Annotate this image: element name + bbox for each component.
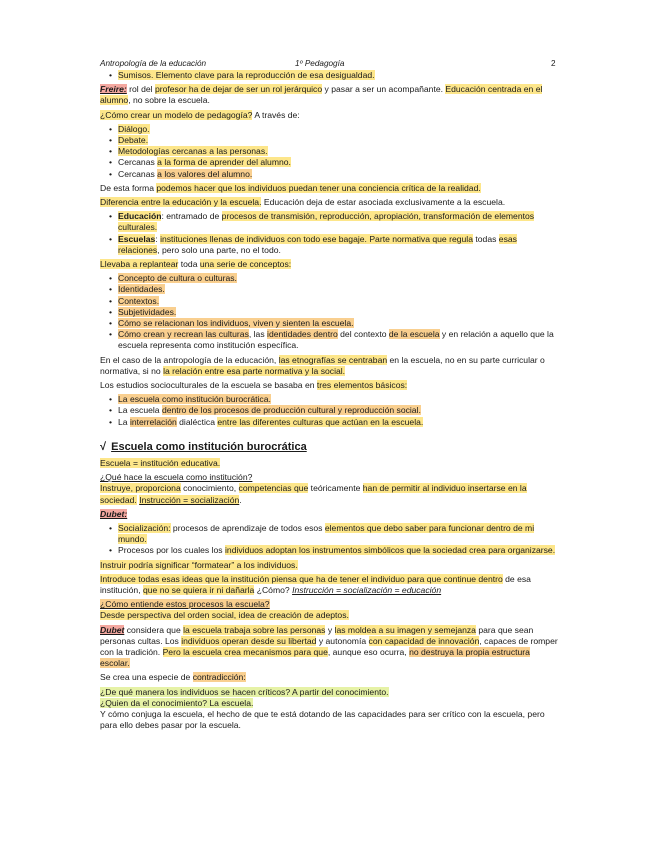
bullet-list-elements <box>100 394 558 428</box>
list-item: • Cercanas a la forma de aprender del alumno. <box>118 157 558 168</box>
question: ¿Cómo entiende estos procesos la escuela? <box>100 599 270 610</box>
section-heading: √ Escuela como institución burocrática <box>100 440 307 453</box>
list-item: • La escuela dentro de los procesos de producción cultural y reproducción social. <box>118 405 558 416</box>
bullet-list-intro <box>100 70 558 81</box>
paragraph: De esta forma podemos hacer que los individuos puedan tener una conciencia crítica de la realidad. <box>100 182 481 193</box>
list-item: • Educación: entramado de procesos de transmisión, reproducción, apropiación, transformación de elementos culturales. <box>118 211 558 233</box>
list-item: • Sumisos. Elemento clave para la reproducción de esa desigualdad. <box>118 70 558 81</box>
list-item: • La interrelación dialéctica entre las diferentes culturas que actúan en la escuela. <box>118 417 558 428</box>
list-item: • Cómo se relacionan los individuos, viven y sienten la escuela. <box>118 318 558 329</box>
author-dubet: Dubet <box>100 624 125 635</box>
list-item: • Identidades. <box>118 284 558 295</box>
header-subject: Antropología de la educación <box>100 59 207 68</box>
author-freire: Freire: <box>100 84 127 95</box>
question: ¿Quien da el conocimiento? La escuela. <box>100 697 254 708</box>
paragraph: Instruir podría significar “formatear” a los individuos. <box>100 559 298 570</box>
paragraph: Introduce todas esas ideas que la institución piensa que ha de tener el individuo para que continue dentro de esa institución, que no se quiera ir ni dañarla ¿Cómo? Instrucción = socialización = educación <box>100 573 531 595</box>
paragraph: Los estudios socioculturales de la escuela se basaba en tres elementos básicos: <box>100 380 408 391</box>
bullet-list-socialization <box>100 523 558 557</box>
list-item: • La escuela como institución burocrática. <box>118 394 558 405</box>
list-item: • Cómo crean y recrean las culturas, las identidades dentro del contexto de la escuela y en relación a aquello que la escuela representa como institución específica. <box>118 329 558 351</box>
paragraph: Se crea una especie de contradicción: <box>100 672 246 683</box>
paragraph: Llevaba a replantear toda una serie de conceptos: <box>100 259 292 270</box>
paragraph-dubet: Dubet considera que la escuela trabaja sobre las personas y las moldea a su imagen y semejanza para que sean personas cultas. Los individuos operan desde su libertad y autonomía con capacidad de innovación, capaces de romper con la tradición. Pero la escuela crea mecanismos para que, aunque eso ocurra, no destruya la propia estructura escolar. <box>100 624 558 669</box>
list-item: • Subjetividades. <box>118 307 558 318</box>
paragraph: Escuela = institución educativa. <box>100 457 221 468</box>
check-icon: √ <box>100 440 107 453</box>
question: ¿De qué manera los individuos se hacen críticos? A partir del conocimiento. <box>100 686 389 697</box>
paragraph: Diferencia entre la educación y la escuela. Educación deja de estar asociada exclusivamente a la escuela. <box>100 197 506 208</box>
list-item: • Metodologías cercanas a las personas. <box>118 146 558 157</box>
list-item: • Procesos por los cuales los individuos adoptan los instrumentos simbólicos que la sociedad crea para organizarse. <box>118 545 558 556</box>
page-header <box>100 58 558 70</box>
paragraph: Instruye, proporciona conocimiento, competencias que teóricamente han de permitir al individuo insertarse en la sociedad. Instrucción = socialización. <box>100 483 527 505</box>
paragraph: Desde perspectiva del orden social, idea de creación de adeptos. <box>100 610 349 621</box>
bullet-list-concepts <box>100 273 558 351</box>
question: ¿Qué hace la escuela como institución? <box>100 472 253 483</box>
list-item: • Debate. <box>118 135 558 146</box>
paragraph-question: ¿Cómo crear un modelo de pedagogía? A través de: <box>100 109 300 120</box>
list-item: • Socialización: procesos de aprendizaje de todos esos elementos que debo saber para funcionar dentro de mi mundo. <box>118 523 558 545</box>
author-dubet: Dubet: <box>100 508 128 519</box>
document-page <box>100 58 558 734</box>
list-item: • Escuelas: instituciones llenas de individuos con todo ese bagaje. Parte normativa que regula todas esas relaciones, pero solo una parte, no el todo. <box>118 234 558 256</box>
header-course: 1º Pedagogía <box>295 59 345 68</box>
paragraph: Y cómo conjuga la escuela, el hecho de que te está dotando de las capacidades para ser crítico con la escuela, pero para ello debes pasar por la escuela. <box>100 708 545 731</box>
bullet-list-definitions <box>100 211 558 256</box>
paragraph: En el caso de la antropología de la educación, las etnografías se centraban en la escuela, no en su parte curricular o normativa, si no la relación entre esa parte normativa y la social. <box>100 354 545 376</box>
page-number: 2 <box>551 59 556 68</box>
author-heading <box>100 509 558 520</box>
bullet-list-methods <box>100 124 558 180</box>
list-item: • Concepto de cultura o culturas. <box>118 273 558 284</box>
list-item: • Diálogo. <box>118 124 558 135</box>
list-item: • Cercanas a los valores del alumno. <box>118 169 558 180</box>
paragraph-freire: Freire: rol del profesor ha de dejar de ser un rol jerárquico y pasar a ser un acompañante. Educación centrada en el alumno, no sobre la escuela. <box>100 84 543 106</box>
list-item: • Contextos. <box>118 296 558 307</box>
